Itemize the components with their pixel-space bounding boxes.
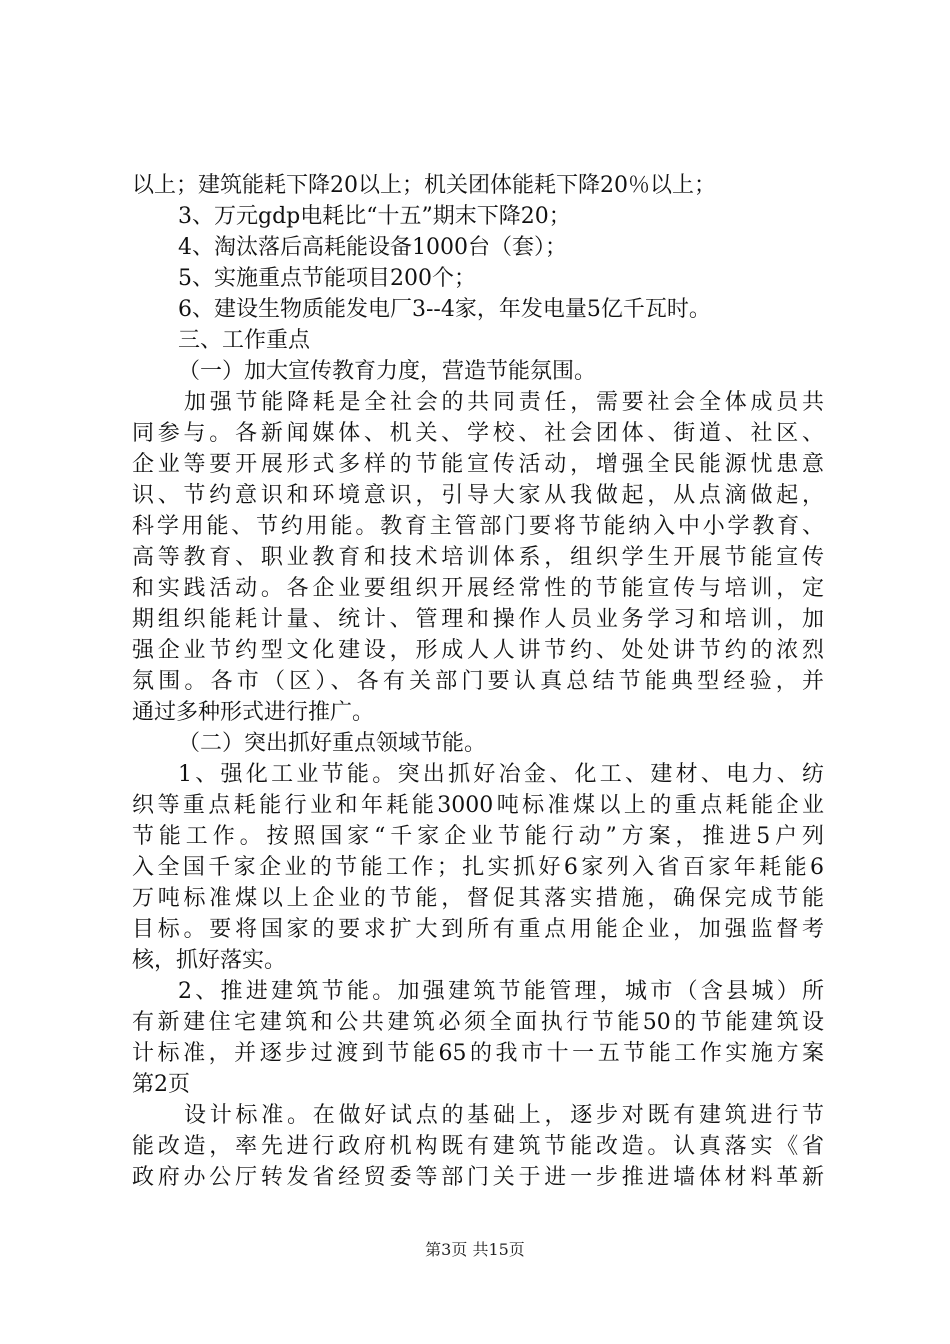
- paragraph-line: 计标准，并逐步过渡到节能65的我市十一五节能工作实施方案: [132, 1041, 824, 1066]
- paragraph-line: 政府办公厅转发省经贸委等部门关于进一步推进墙体材料革新: [132, 1165, 824, 1190]
- paragraph-line: 有新建住宅建筑和公共建筑必须全面执行节能50的节能建筑设: [132, 1010, 824, 1035]
- text-line: 以上；建筑能耗下降20以上；机关团体能耗下降20％以上；: [132, 173, 716, 198]
- paragraph-line: 氛围。各市（区）、各有关部门要认真总结节能典型经验，并: [132, 669, 824, 694]
- inline-page-marker: 第2页: [132, 1072, 190, 1097]
- paragraph-line: 能改造，率先进行政府机构既有建筑节能改造。认真落实《省: [132, 1134, 824, 1159]
- paragraph-line: 核，抓好落实。: [132, 948, 287, 973]
- paragraph-line: 识、节约意识和环境意识，引导大家从我做起，从点滴做起，: [132, 483, 824, 508]
- paragraph-line: 设计标准。在做好试点的基础上，逐步对既有建筑进行节: [184, 1103, 824, 1128]
- paragraph-line: 万吨标准煤以上企业的节能，督促其落实措施，确保完成节能: [132, 886, 824, 911]
- paragraph-line: 高等教育、职业教育和技术培训体系，组织学生开展节能宣传: [132, 545, 824, 570]
- paragraph-line: 科学用能、节约用能。教育主管部门要将节能纳入中小学教育、: [132, 514, 824, 539]
- section-heading: 三、工作重点: [178, 328, 311, 353]
- paragraph-line: 同参与。各新闻媒体、机关、学校、社会团体、街道、社区、: [132, 421, 824, 446]
- page-number-label: 第3页 共15页: [425, 1240, 525, 1259]
- list-item-target-5: 5、实施重点节能项目200个；: [178, 266, 476, 291]
- paragraph-line: 企业等要开展形式多样的节能宣传活动，增强全民能源忧患意: [132, 452, 824, 477]
- paragraph-line: 和实践活动。各企业要组织开展经常性的节能宣传与培训，定: [132, 576, 824, 601]
- paragraph-line: 加强节能降耗是全社会的共同责任，需要社会全体成员共: [184, 390, 824, 415]
- list-item-target-4: 4、淘汰落后高耗能设备1000台（套）；: [178, 235, 567, 260]
- paragraph-line: 通过多种形式进行推广。: [132, 700, 375, 725]
- subsection-heading: （一）加大宣传教育力度，营造节能氛围。: [178, 359, 597, 384]
- paragraph-line: 2、推进建筑节能。加强建筑节能管理，城市（含县城）所: [178, 979, 824, 1004]
- paragraph-line: 织等重点耗能行业和年耗能3000吨标准煤以上的重点耗能企业: [132, 793, 824, 818]
- paragraph-line: 目标。要将国家的要求扩大到所有重点用能企业，加强监督考: [132, 917, 824, 942]
- list-item-target-3: 3、万元gdp电耗比“十五”期末下降20；: [178, 204, 571, 229]
- page-footer: [0, 1240, 950, 1260]
- paragraph-line: 入全国千家企业的节能工作；扎实抓好6家列入省百家年耗能6: [132, 855, 824, 880]
- list-item-target-6: 6、建设生物质能发电厂3--4家，年发电量5亿千瓦时。: [178, 297, 711, 322]
- paragraph-line: 1、强化工业节能。突出抓好冶金、化工、建材、电力、纺: [178, 762, 824, 787]
- paragraph-line: 强企业节约型文化建设，形成人人讲节约、处处讲节约的浓烈: [132, 638, 824, 663]
- subsection-heading: （二）突出抓好重点领域节能。: [178, 731, 487, 756]
- document-body: [132, 170, 824, 1193]
- paragraph-line: 期组织能耗计量、统计、管理和操作人员业务学习和培训，加: [132, 607, 824, 632]
- paragraph-line: 节能工作。按照国家“千家企业节能行动”方案，推进5户列: [132, 824, 824, 849]
